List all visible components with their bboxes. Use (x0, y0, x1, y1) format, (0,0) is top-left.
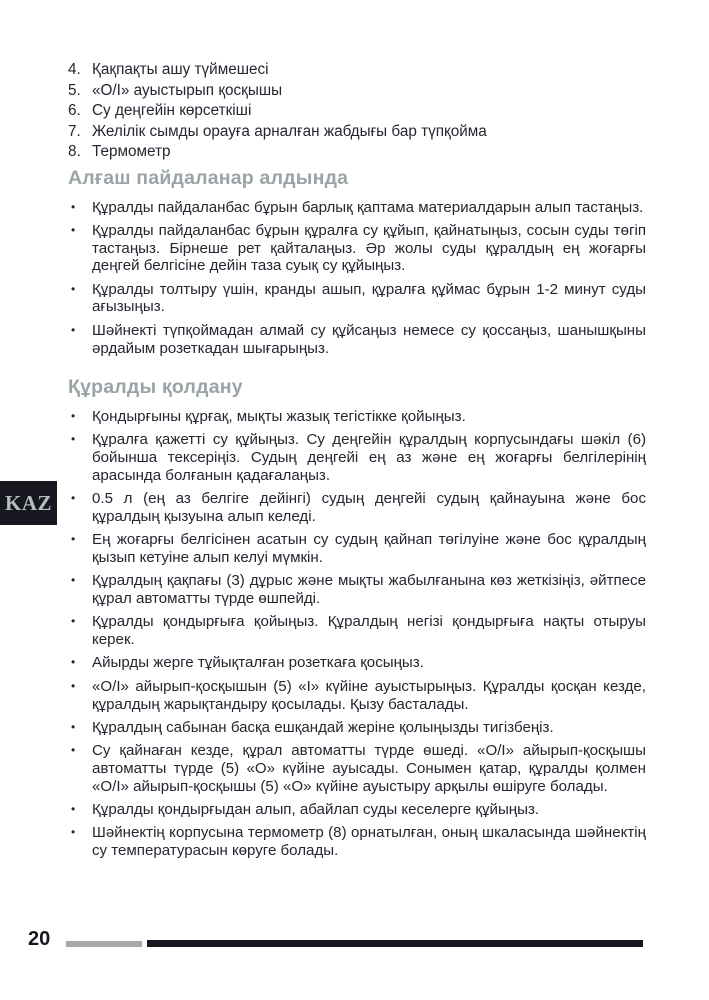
bullet-item (68, 408, 646, 426)
bullet-item (68, 431, 646, 484)
footer-bar-gray (66, 941, 142, 947)
bullet-item (68, 654, 646, 672)
parts-list-item (68, 122, 646, 143)
parts-list-item (68, 81, 646, 102)
footer-bar-dark (147, 940, 643, 947)
bullet-marker: • (71, 532, 76, 547)
list-item-text: Су деңгейін көрсеткіші (92, 102, 252, 119)
bullet-marker: • (71, 719, 76, 734)
bullet-text: Шәйнектің корпусына термометр (8) орнатылған, оның шкаласында шәйнектің су температурасын көруге болады. (92, 824, 646, 860)
bullet-item (68, 199, 646, 217)
bullet-marker: • (71, 408, 76, 423)
bullet-marker: • (71, 802, 76, 817)
bullet-text: Құралды пайдаланбас бұрын барлық қаптама материалдарын алып тастаңыз. (92, 198, 644, 216)
bullet-item (68, 572, 646, 608)
bullet-marker: • (71, 678, 76, 693)
bullet-marker: • (71, 743, 76, 758)
list-item-number: 8. (68, 143, 81, 160)
bullet-text: Құралға қажетті су құйыңыз. Су деңгейін құралдың корпусындағы шәкіл (6) бойынша тексеріңіз. Судың деңгейі ең аз және ең жоғарғы белгілерінің арасында болғанын қадағалаңыз. (92, 431, 646, 484)
bullet-item (68, 824, 646, 860)
bullet-text: Құралды қондырғыдан алып, абайлап суды кеселерге құйыңыз. (92, 801, 540, 819)
bullet-marker: • (71, 573, 76, 588)
bullet-text: Құралды толтыру үшін, кранды ашып, құралға құймас бұрын 1-2 минут суды ағызыңыз. (92, 280, 646, 316)
list-item-text: Желілік сымды орауға арналған жабдығы бар түпқойма (92, 122, 487, 140)
page-content (68, 60, 646, 860)
list-item-text: Қақпақты ашу түймешесі (92, 61, 269, 78)
bullet-text: Су қайнаған кезде, құрал автоматты түрде өшеді. «O/I» айырып-қосқышы автоматты түрде (5) «O» күйіне ауысады. Сонымен қатар, құралды қолмен «O/I» айырып-қосқышы (5) «O» күйіне ауыстыру арқылы өшіруге болады. (92, 742, 646, 795)
bullet-marker: • (71, 322, 76, 337)
bullet-item (68, 281, 646, 317)
bullet-item (68, 801, 646, 819)
parts-list-item (68, 142, 646, 163)
list-item-number: 6. (68, 102, 81, 119)
bullet-item (68, 742, 646, 795)
bullet-text: Ең жоғарғы белгісінен асатын су судың қайнап төгілуіне және бос құралдың қызып кетуіне алып келуі мүмкін. (92, 531, 646, 566)
language-tab-label: KAZ (4, 490, 52, 515)
bullet-item (68, 613, 646, 649)
bullet-item (68, 222, 646, 275)
language-tab-kaz (0, 481, 57, 525)
bullet-marker: • (71, 199, 76, 214)
list-item-number: 4. (68, 61, 81, 78)
bullet-text: Шәйнекті түпқоймадан алмай су құйсаңыз немесе су қоссаңыз, шанышқыны әрдайым розеткадан шығарыңыз. (92, 321, 646, 357)
bullet-marker: • (71, 222, 76, 237)
section-heading-before-first-use: Алғаш пайдаланар алдында (68, 166, 349, 189)
parts-list-item (68, 101, 646, 122)
bullet-text: 0.5 л (ең аз белгіге дейінгі) судың деңгейі судың қайнауына және бос құралдың қызуына алып келеді. (92, 490, 646, 525)
section-gap (68, 363, 646, 372)
parts-list (68, 60, 646, 163)
bullet-item (68, 322, 646, 358)
bullet-text: Құралдың сабынан басқа ешқандай жеріне қолыңызды тигізбеңіз. (92, 718, 554, 736)
bullet-item (68, 678, 646, 714)
list-item-number: 5. (68, 81, 81, 99)
bullet-marker: • (71, 825, 76, 840)
list-item-text: «O/I» ауыстырып қосқышы (92, 81, 283, 99)
bullet-marker: • (71, 432, 76, 447)
bullet-text: Құралдың қақпағы (3) дұрыс және мықты жабылғанына көз жеткізіңіз, әйтпесе құрал автоматты түрде өшпейді. (92, 572, 646, 608)
bullet-text: Айырды жерге тұйықталған розеткаға қосыңыз. (92, 654, 424, 672)
bullet-text: Құралды пайдаланбас бұрын құралға су құйып, қайнатыңыз, сосын суды төгіп тастаңыз. Бірнеше рет қайталаңыз. Әр жолы суды құралдың ең жоғарғы деңгей белгісіне дейін таза суық су құйыңыз. (92, 221, 646, 275)
bullet-marker: • (71, 614, 76, 629)
list-item-text: Термометр (92, 143, 171, 160)
bullet-marker: • (71, 281, 76, 296)
bullet-marker: • (71, 655, 76, 670)
bullet-text: «O/I» айырып-қосқышын (5) «I» күйіне ауыстырыңыз. Құралды қосқан кезде, құралдың жарықтандыру қосылады. Қызу басталады. (92, 677, 646, 713)
bullet-item (68, 490, 646, 526)
section-heading-using-appliance: Құралды қолдану (68, 375, 243, 398)
list-item-number: 7. (68, 122, 81, 140)
bullet-marker: • (71, 491, 76, 506)
bullet-item (68, 531, 646, 567)
bullet-text: Құралды қондырғыға қойыңыз. Құралдың негізі қондырғыға нақты отыруы керек. (92, 613, 646, 649)
bullet-text: Қондырғыны құрғақ, мықты жазық тегістікке қойыңыз. (92, 407, 466, 425)
bullet-item (68, 719, 646, 737)
page-number: 20 (28, 928, 51, 950)
parts-list-item (68, 60, 646, 81)
